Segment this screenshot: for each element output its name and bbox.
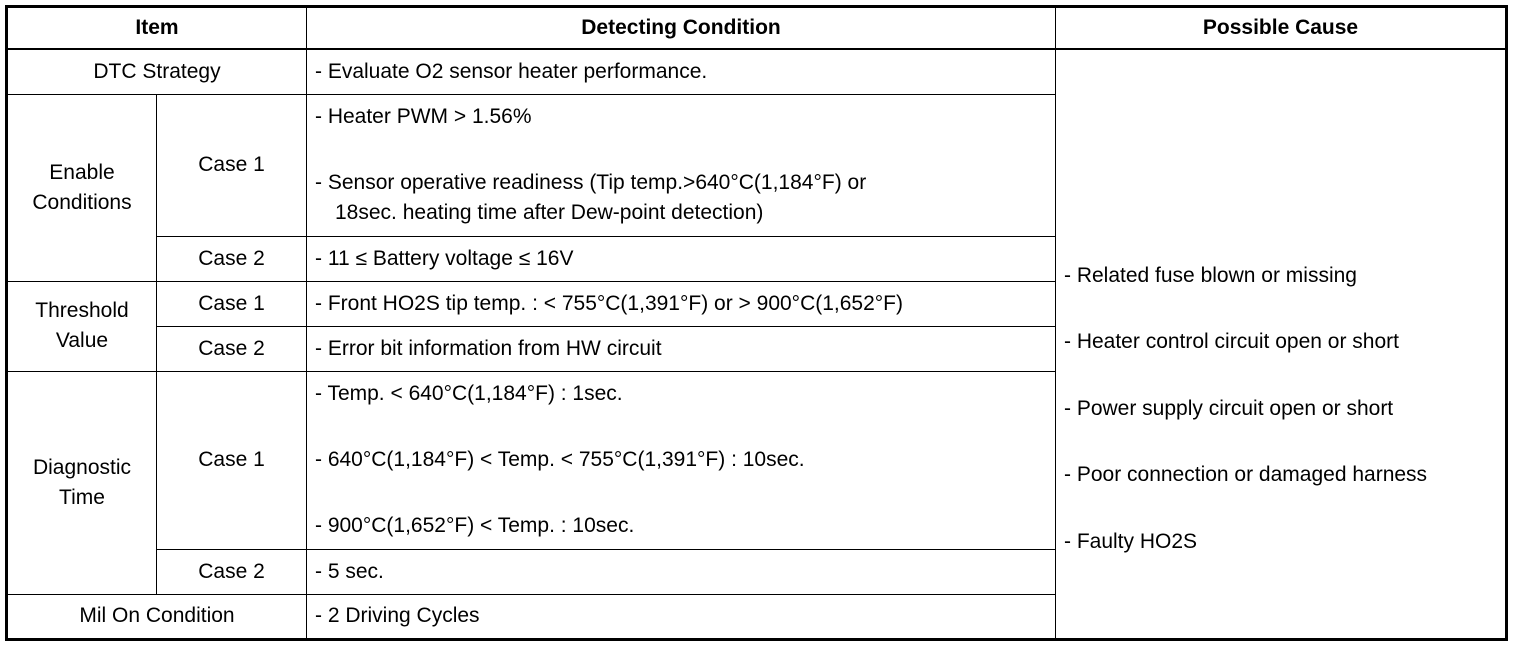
mil-on-condition-label: Mil On Condition xyxy=(7,594,307,639)
list-item: - Faulty HO2S xyxy=(1064,529,1198,553)
threshold-value-label xyxy=(7,281,157,371)
threshold-case2-label: Case 2 xyxy=(157,326,307,371)
diagnostic-label-line2: Time xyxy=(59,485,105,509)
list-item: - Heater control circuit open or short xyxy=(1064,330,1399,353)
diagnostic-case1-label: Case 1 xyxy=(157,371,307,549)
diagnostic-case1-line2: - 640°C(1,184°F) < Temp. < 755°C(1,391°F) : 10sec. xyxy=(315,448,805,471)
enable-case1-line1: - Heater PWM > 1.56% xyxy=(315,105,532,128)
table-row xyxy=(7,49,1507,94)
threshold-case1-condition: - Front HO2S tip temp. : < 755°C(1,391°F) or > 900°C(1,652°F) xyxy=(307,281,1056,326)
threshold-case1-label: Case 1 xyxy=(157,281,307,326)
enable-case1-label: Case 1 xyxy=(157,94,307,236)
enable-label-line2: Conditions xyxy=(32,190,132,214)
diagnostic-time-label xyxy=(7,371,157,594)
enable-case2-label: Case 2 xyxy=(157,236,307,281)
dtc-strategy-condition: - Evaluate O2 sensor heater performance. xyxy=(307,49,1056,94)
mil-on-condition-value: - 2 Driving Cycles xyxy=(307,594,1056,639)
dtc-strategy-label: DTC Strategy xyxy=(7,49,307,94)
dtc-table xyxy=(5,5,1508,641)
threshold-case2-condition: - Error bit information from HW circuit xyxy=(307,326,1056,371)
list-item: - Related fuse blown or missing xyxy=(1064,263,1357,287)
diagnostic-case2-label: Case 2 xyxy=(157,549,307,594)
threshold-label-line1: Threshold xyxy=(35,299,129,322)
diagnostic-case1-condition xyxy=(307,371,1056,549)
header-item: Item xyxy=(7,7,307,50)
diagnostic-case1-line3: - 900°C(1,652°F) < Temp. : 10sec. xyxy=(315,514,635,537)
threshold-label-line2: Value xyxy=(55,329,109,352)
diagnostic-label-line1: Diagnostic xyxy=(32,455,132,479)
diagnostic-case1-line1: - Temp. < 640°C(1,184°F) : 1sec. xyxy=(315,382,623,405)
dtc-table-container xyxy=(5,5,1508,641)
enable-case1-line2: - Sensor operative readiness (Tip temp.>640°C(1,184°F) or xyxy=(315,171,867,194)
header-row xyxy=(7,7,1507,50)
list-item: - Power supply circuit open or short xyxy=(1064,396,1394,420)
diagnostic-case2-condition: - 5 sec. xyxy=(307,549,1056,594)
possible-cause-cell xyxy=(1056,49,1507,639)
enable-case1-line3: 18sec. heating time after Dew-point detection) xyxy=(335,201,764,224)
enable-conditions-label xyxy=(7,94,157,281)
enable-case1-condition xyxy=(307,94,1056,236)
header-detecting-condition: Detecting Condition xyxy=(307,7,1056,50)
header-possible-cause: Possible Cause xyxy=(1056,7,1507,50)
list-item: - Poor connection or damaged harness xyxy=(1064,463,1428,486)
enable-case2-condition: - 11 ≤ Battery voltage ≤ 16V xyxy=(307,236,1056,281)
enable-label-line1: Enable xyxy=(49,160,115,184)
